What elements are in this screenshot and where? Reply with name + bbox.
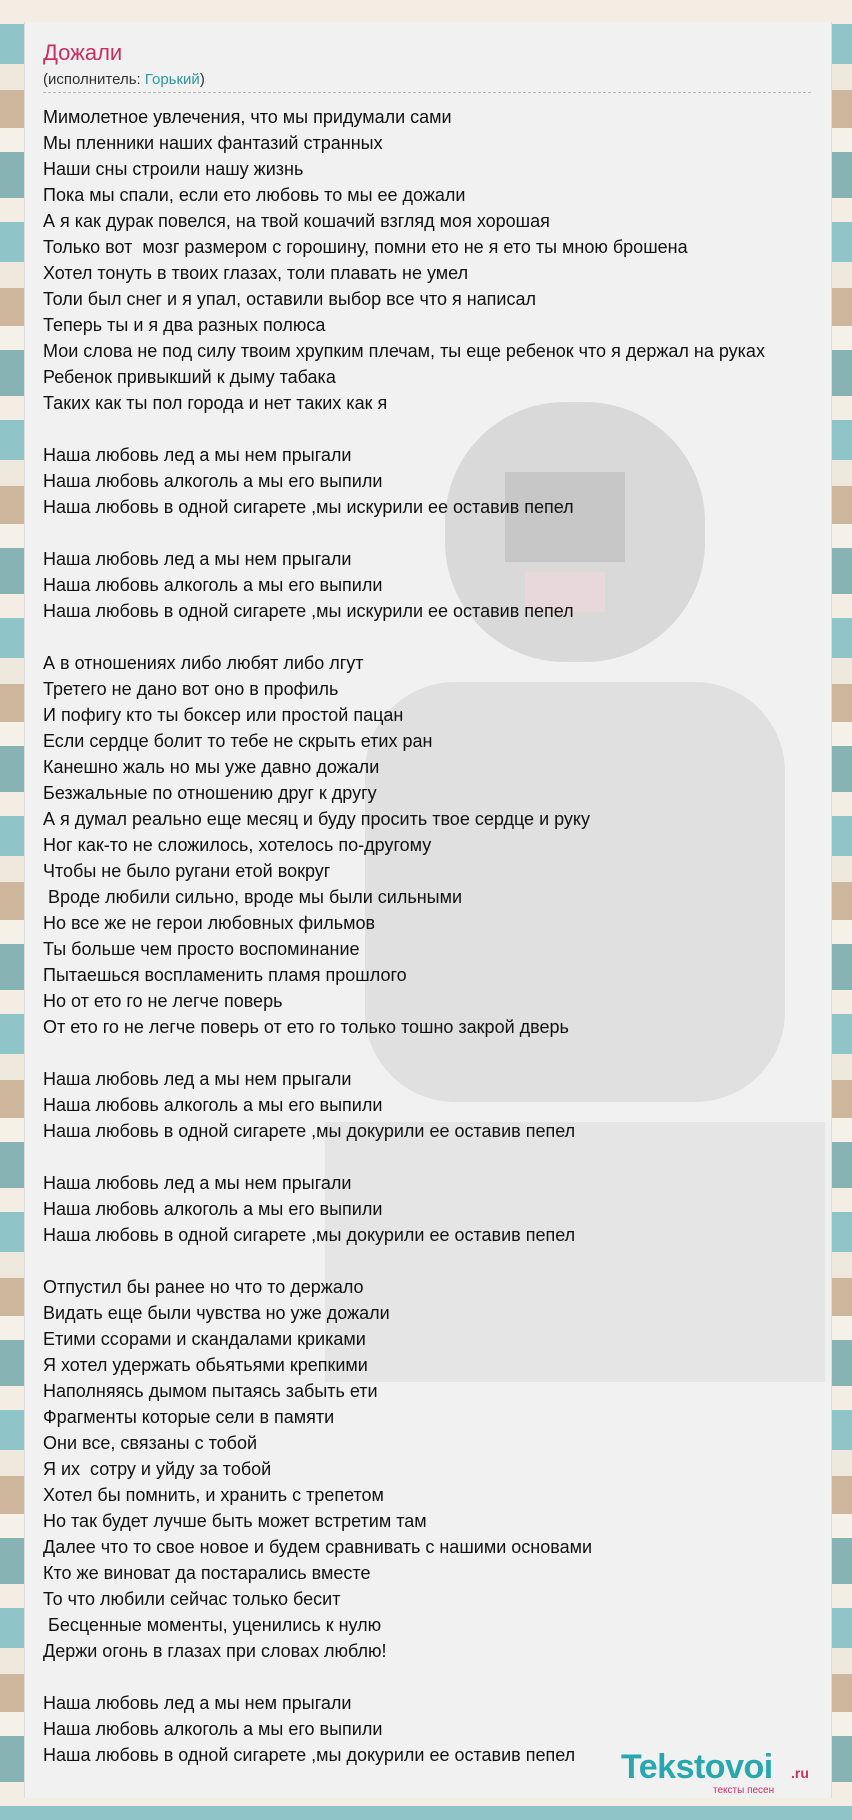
lyric-line: Наша любовь алкоголь а мы его выпили bbox=[43, 1199, 383, 1219]
lyric-line: Далее что то свое новое и будем сравнивать с нашими основами bbox=[43, 1537, 593, 1557]
lyric-line: А я как дурак повелся, на твой кошачий взгляд моя хорошая bbox=[43, 211, 550, 231]
lyric-line: Наша любовь лед а мы нем прыгали bbox=[43, 1693, 352, 1713]
lyric-line: Етими ссорами и скандалами криками bbox=[43, 1329, 366, 1349]
lyric-line: Пока мы спали, если ето любовь то мы ее дожали bbox=[43, 185, 466, 205]
lyric-line: Наша любовь алкоголь а мы его выпили bbox=[43, 1719, 383, 1739]
tekstovoi-logo[interactable] bbox=[621, 1750, 821, 1798]
lyric-line: Наша любовь алкоголь а мы его выпили bbox=[43, 471, 383, 491]
logo-name: Tekstovoi bbox=[621, 1748, 773, 1786]
lyric-line: Канешно жаль но мы уже давно дожали bbox=[43, 757, 380, 777]
lyric-line: Но от ето го не легче поверь bbox=[43, 991, 283, 1011]
lyric-line: Наша любовь лед а мы нем прыгали bbox=[43, 1069, 352, 1089]
lyric-line: Ребенок привыкший к дыму табака bbox=[43, 367, 336, 387]
lyric-line: Третего не дано вот оно в профиль bbox=[43, 679, 339, 699]
lyric-line: Наши сны строили нашу жизнь bbox=[43, 159, 304, 179]
logo-tagline: тексты песен bbox=[713, 1785, 775, 1796]
lyric-line: Наполняясь дымом пытаясь забыть ети bbox=[43, 1381, 378, 1401]
lyric-line: Я их сотру и уйду за тобой bbox=[43, 1459, 272, 1479]
stanza-break bbox=[43, 1144, 832, 1170]
logo-tld: .ru bbox=[791, 1765, 809, 1781]
lyric-line: Только вот мозг размером с горошину, помни ето не я ето ты мною брошена bbox=[43, 237, 688, 257]
lyric-line: Хотел бы помнить, и хранить с трепетом bbox=[43, 1485, 384, 1505]
lyric-line: Наша любовь в одной сигарете ,мы докурили ее оставив пепел bbox=[43, 1225, 576, 1245]
lyric-line: Видать еще были чувства но уже дожали bbox=[43, 1303, 390, 1323]
lyric-line: Держи огонь в глазах при словах люблю! bbox=[43, 1641, 387, 1661]
lyric-line: Вроде любили сильно, вроде мы были сильными bbox=[43, 887, 463, 907]
stanza-break bbox=[43, 1664, 832, 1690]
lyric-line: Пытаешься воспламенить пламя прошлого bbox=[43, 965, 407, 985]
lyric-line: Мимолетное увлечения, что мы придумали сами bbox=[43, 107, 452, 127]
lyric-line: Наша любовь в одной сигарете ,мы искурили ее оставив пепел bbox=[43, 601, 574, 621]
lyric-line: Ног как-то не сложилось, хотелось по-другому bbox=[43, 835, 432, 855]
lyric-line: Хотел тонуть в твоих глазах, толи плавать не умел bbox=[43, 263, 469, 283]
lyric-line: Фрагменты которые сели в памяти bbox=[43, 1407, 335, 1427]
lyric-line: Ты больше чем просто воспоминание bbox=[43, 939, 360, 959]
lyric-line: Безжальные по отношению друг к другу bbox=[43, 783, 377, 803]
lyric-line: Наша любовь лед а мы нем прыгали bbox=[43, 445, 352, 465]
lyric-line: Отпустил бы ранее но что то держало bbox=[43, 1277, 364, 1297]
lyric-line: Они все, связаны с тобой bbox=[43, 1433, 258, 1453]
lyric-line: Наша любовь в одной сигарете ,мы докурили ее оставив пепел bbox=[43, 1745, 576, 1765]
lyric-line: Мы пленники наших фантазий странных bbox=[43, 133, 383, 153]
lyric-line: И пофигу кто ты боксер или простой пацан bbox=[43, 705, 404, 725]
lyric-line: От ето го не легче поверь от ето го только тошно закрой дверь bbox=[43, 1017, 569, 1037]
lyrics-page bbox=[24, 22, 832, 1798]
lyric-line: Наша любовь алкоголь а мы его выпили bbox=[43, 575, 383, 595]
lyric-line: Наша любовь лед а мы нем прыгали bbox=[43, 549, 352, 569]
lyric-line: Наша любовь лед а мы нем прыгали bbox=[43, 1173, 352, 1193]
lyric-line: Теперь ты и я два разных полюса bbox=[43, 315, 326, 335]
lyric-line: Если сердце болит то тебе не скрыть етих ран bbox=[43, 731, 433, 751]
performer-prefix: (исполнитель: bbox=[43, 71, 145, 88]
lyric-line: Кто же виноват да постарались вместе bbox=[43, 1563, 371, 1583]
lyric-line: Бесценные моменты, уценились к нулю bbox=[43, 1615, 382, 1635]
lyric-line: То что любили сейчас только бесит bbox=[43, 1589, 341, 1609]
lyric-line: Но все же не герои любовных фильмов bbox=[43, 913, 376, 933]
lyric-line: Наша любовь в одной сигарете ,мы искурили ее оставив пепел bbox=[43, 497, 574, 517]
stanza-break bbox=[43, 416, 832, 442]
stanza-break bbox=[43, 520, 832, 546]
title-divider bbox=[43, 92, 811, 93]
lyric-line: Мои слова не под силу твоим хрупким плечам, ты еще ребенок что я держал на руках bbox=[43, 341, 765, 361]
lyric-line: Таких как ты пол города и нет таких как я bbox=[43, 393, 388, 413]
stanza-break bbox=[43, 624, 832, 650]
stanza-break bbox=[43, 1040, 832, 1066]
song-title: Дожали bbox=[43, 40, 123, 65]
lyric-line: Толи был снег и я упал, оставили выбор все что я написал bbox=[43, 289, 536, 309]
lyric-line: А я думал реально еще месяц и буду просить твое сердце и руку bbox=[43, 809, 591, 829]
lyric-line: Чтобы не было ругани етой вокруг bbox=[43, 861, 331, 881]
lyric-line: Наша любовь алкоголь а мы его выпили bbox=[43, 1095, 383, 1115]
performer-line bbox=[43, 72, 205, 87]
stanza-break bbox=[43, 1248, 832, 1274]
lyric-line: Но так будет лучше быть может встретим там bbox=[43, 1511, 427, 1531]
artist-link[interactable]: Горький bbox=[144, 71, 200, 88]
performer-suffix: ) bbox=[199, 71, 205, 88]
lyrics-text bbox=[43, 104, 832, 1768]
lyric-line: А в отношениях либо любят либо лгут bbox=[43, 653, 364, 673]
lyric-line: Наша любовь в одной сигарете ,мы докурили ее оставив пепел bbox=[43, 1121, 576, 1141]
lyric-line: Я хотел удержать обьятьями крепкими bbox=[43, 1355, 368, 1375]
